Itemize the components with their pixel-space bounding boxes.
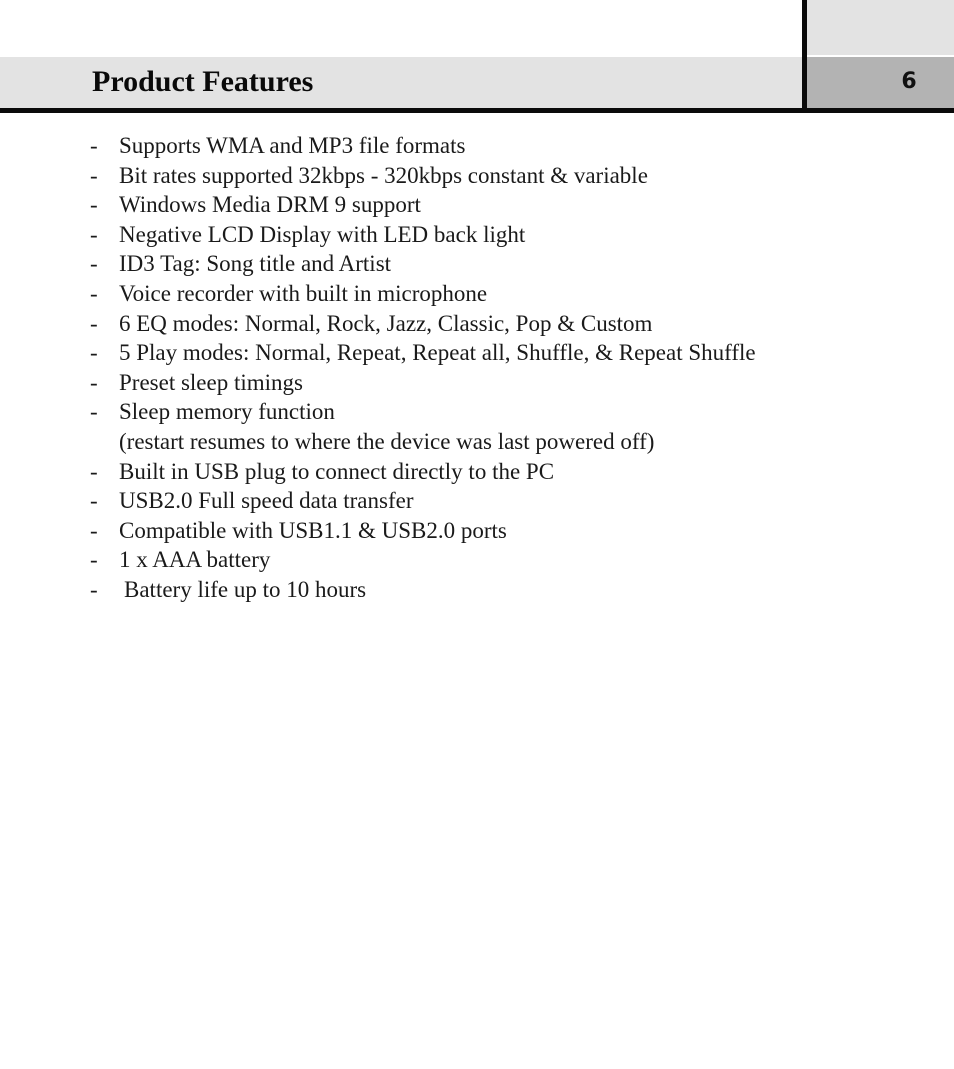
- bullet-dash: -: [90, 576, 98, 602]
- bullet-dash: -: [90, 547, 98, 573]
- bullet-dash: -: [90, 280, 98, 306]
- bullet-dash: -: [90, 310, 98, 336]
- feature-text: Compatible with USB1.1 & USB2.0 ports: [119, 517, 507, 543]
- bullet-dash: -: [90, 221, 98, 247]
- page-tab: [807, 57, 954, 108]
- bullet-dash: -: [90, 517, 98, 543]
- feature-text: 6 EQ modes: Normal, Rock, Jazz, Classic, Pop & Custom: [119, 310, 653, 336]
- header-rule: [0, 108, 954, 113]
- feature-text: Voice recorder with built in microphone: [119, 280, 488, 306]
- page-tab-top: [807, 0, 954, 55]
- bullet-dash: -: [90, 251, 98, 277]
- feature-text: Built in USB plug to connect directly to the PC: [119, 458, 555, 484]
- feature-text: USB2.0 Full speed data transfer: [119, 488, 414, 514]
- bullet-dash: -: [90, 399, 98, 425]
- bullet-dash: -: [90, 458, 98, 484]
- page-number: 6: [901, 69, 917, 94]
- bullet-dash: -: [90, 192, 98, 218]
- feature-text: Preset sleep timings: [119, 369, 303, 395]
- feature-text: Negative LCD Display with LED back light: [119, 221, 526, 247]
- bullet-dash: -: [90, 162, 98, 188]
- feature-text: 1 x AAA battery: [119, 547, 271, 573]
- feature-note: (restart resumes to where the device was last powered off): [119, 428, 655, 454]
- feature-text: Supports WMA and MP3 file formats: [119, 133, 466, 158]
- bullet-dash: -: [90, 133, 98, 158]
- feature-text: 5 Play modes: Normal, Repeat, Repeat all, Shuffle, & Repeat Shuffle: [119, 340, 756, 366]
- bullet-dash: -: [90, 369, 98, 395]
- feature-text: Sleep memory function: [119, 399, 335, 425]
- bullet-dash: -: [90, 488, 98, 514]
- feature-text: Windows Media DRM 9 support: [119, 192, 421, 218]
- feature-text: Bit rates supported 32kbps - 320kbps constant & variable: [119, 162, 648, 188]
- page-title: Product Features: [92, 65, 314, 98]
- header-vertical-rule: [802, 0, 807, 110]
- bullet-dash: -: [90, 340, 98, 366]
- feature-text: Battery life up to 10 hours: [124, 576, 367, 602]
- feature-text: ID3 Tag: Song title and Artist: [119, 251, 392, 277]
